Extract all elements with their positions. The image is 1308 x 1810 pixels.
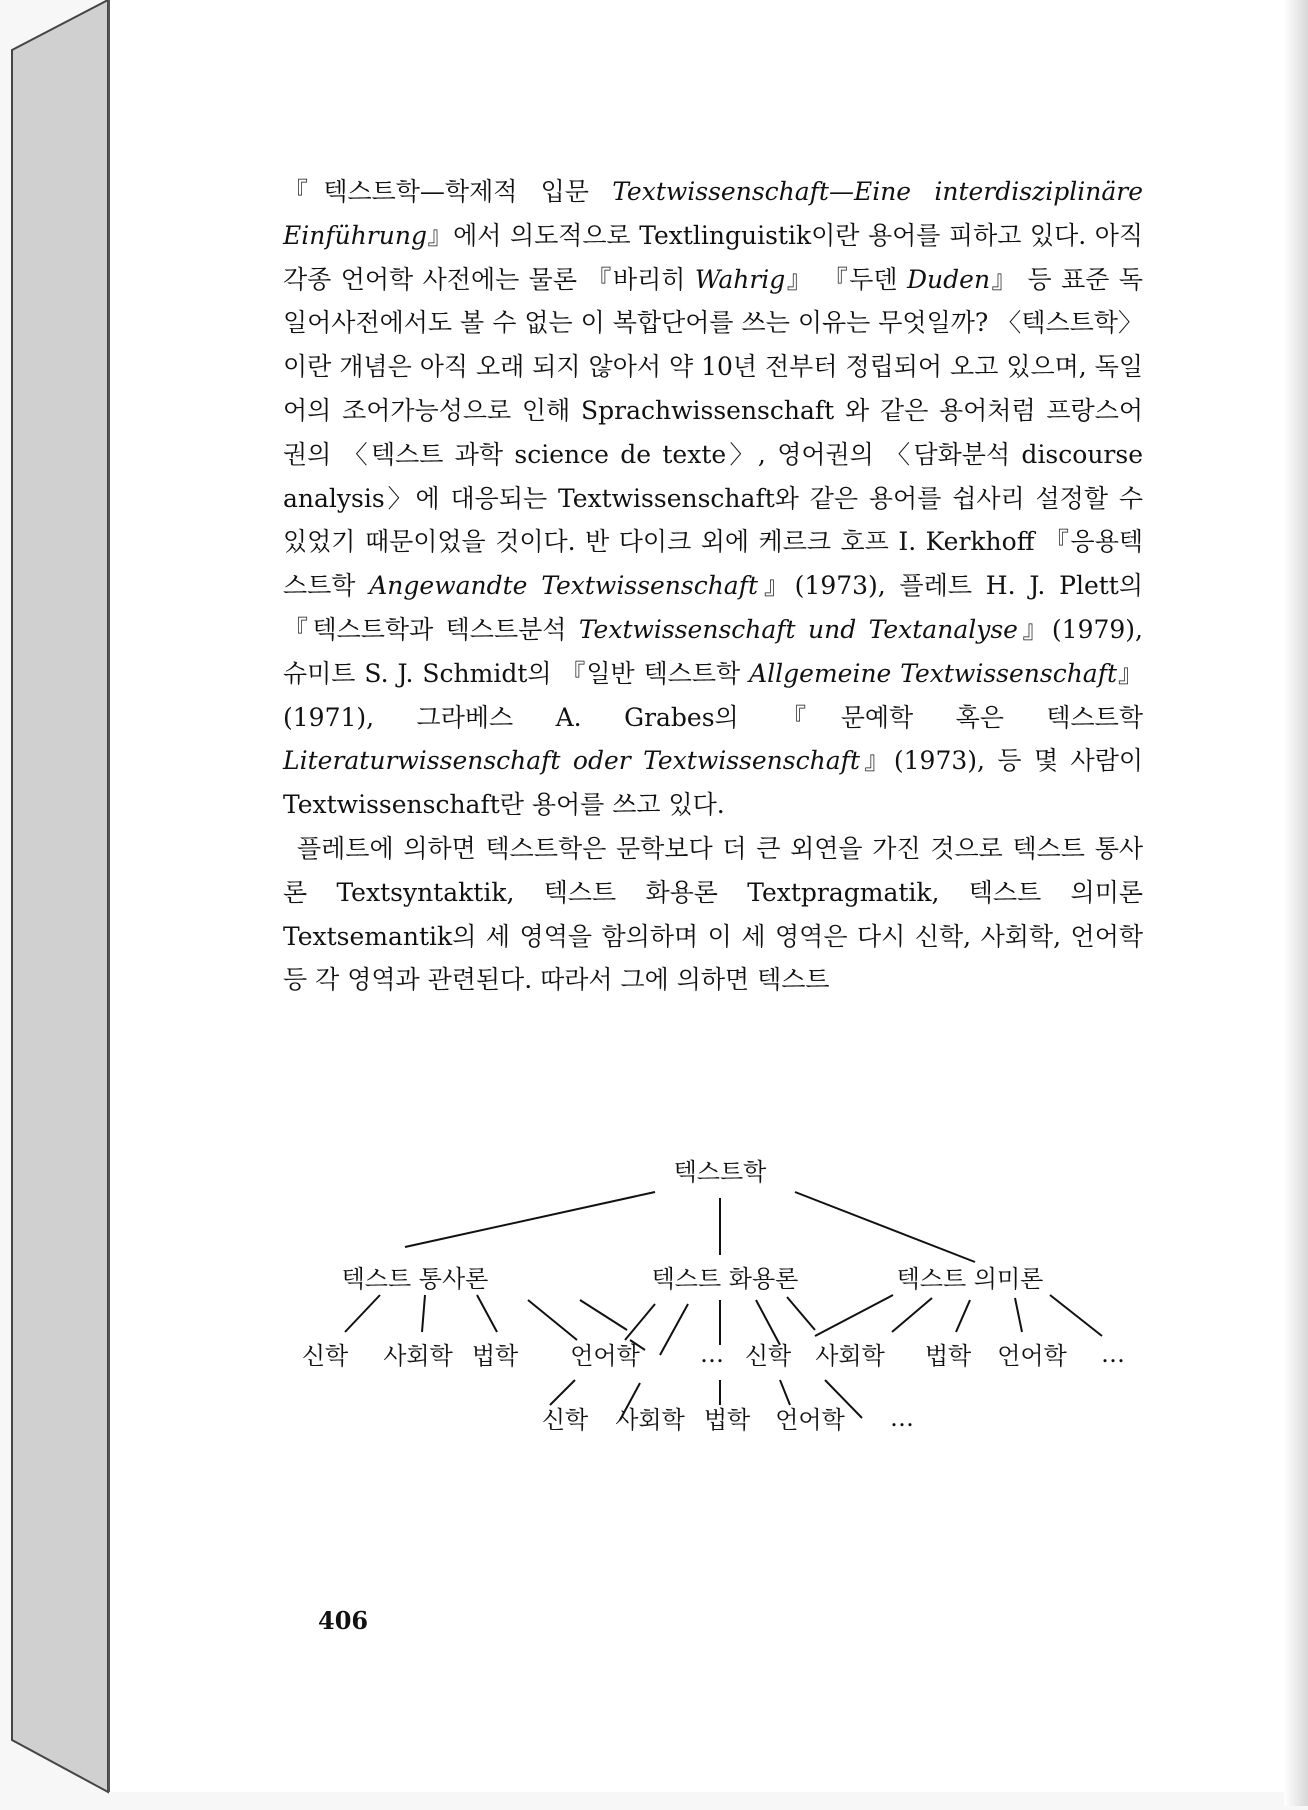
node-leaf: 언어학 xyxy=(775,1406,845,1434)
connector-lines xyxy=(345,1192,1102,1420)
italic-title: Wahrig xyxy=(694,264,786,294)
page-edge-shadow xyxy=(1284,0,1308,1806)
body-text xyxy=(283,170,1143,1002)
italic-title: Textwissenschaft und Textanalyse xyxy=(578,614,1018,644)
node-root: 텍스트학 xyxy=(673,1158,767,1186)
italic-title: Duden xyxy=(907,264,991,294)
paragraph-2: 플레트에 의하면 텍스트학은 문학보다 더 큰 외연을 가진 것으로 텍스트 통사론 Textsyntaktik, 텍스트 화용론 Textpragmatik, 텍스트 의미론 Textsemantik의 세 영역을 함의하며 이 세 영역은 다시 신학, 사회학, 언어학 등 각 영역과 관련된다. 따라서 그에 의하면 텍스트 xyxy=(283,833,1143,995)
node-leaf: 사회학 xyxy=(815,1342,885,1370)
paragraph-1 xyxy=(283,170,1143,827)
italic-title: Allgemeine Textwissenschaft xyxy=(749,658,1118,688)
node-branch-semantics: 텍스트 의미론 xyxy=(896,1265,1044,1293)
node-leaf: 법학 xyxy=(924,1342,972,1370)
text-run: 『텍스트학—학제적 입문 xyxy=(283,177,613,206)
connector-line xyxy=(892,1298,932,1332)
node-leaf: 신학 xyxy=(744,1342,792,1370)
connector-line xyxy=(795,1192,975,1262)
page-number: 406 xyxy=(318,1606,369,1635)
connector-line xyxy=(345,1295,380,1332)
node-leaf: 언어학 xyxy=(570,1342,640,1370)
connector-line xyxy=(477,1295,497,1332)
node-branch-pragmatics: 텍스트 화용론 xyxy=(651,1265,799,1293)
node-leaf: 언어학 xyxy=(997,1342,1067,1370)
text-run: 』 등 표준 독일어사전에서도 볼 수 없는 이 복합단어를 쓰는 이유는 무엇일까? 〈텍스트학〉이란 개념은 아직 오래 되지 않아서 약 10년 전부터 정립되어 오고 있으며, 독일어의 조어가능성으로 인해 Sprachwissenschaft 와 같은 용어처럼 프랑스어권의 〈텍스트 과학 science de texte〉, 영어권의 〈담화분석 discourse analysis〉에 대응되는 Textwissenschaft와 같은 용어를 쉽사리 설정할 수 있었기 때문이었을 것이다. 반 다이크 외에 케르크 호프 I. Kerkhoff 『응용텍스트학 xyxy=(283,264,1143,601)
node-leaf-ellipsis: … xyxy=(1101,1340,1125,1368)
tree-diagram xyxy=(280,1150,1160,1450)
connector-line xyxy=(956,1300,970,1332)
connector-line xyxy=(787,1297,815,1330)
connector-line xyxy=(405,1192,655,1247)
tree-diagram-svg xyxy=(280,1150,1160,1450)
node-leaf: 법학 xyxy=(703,1406,751,1434)
connector-line xyxy=(1050,1295,1102,1336)
italic-title: Angewandte Textwissenschaft xyxy=(369,571,758,601)
node-branch-syntax: 텍스트 통사론 xyxy=(341,1265,489,1293)
connector-line xyxy=(660,1304,688,1355)
connector-line xyxy=(815,1295,893,1336)
text-run: 』(1971), 그라베스 A. Grabes의 『문예학 혹은 텍스트학 xyxy=(283,658,1143,732)
connector-line xyxy=(780,1380,790,1405)
connector-line xyxy=(550,1380,575,1405)
node-leaf: 법학 xyxy=(471,1342,519,1370)
connector-line xyxy=(756,1300,780,1345)
italic-title: Literaturwissenschaft oder Textwissenschaft xyxy=(283,746,860,776)
node-leaf-ellipsis: … xyxy=(890,1404,914,1432)
node-leaf: 사회학 xyxy=(383,1342,453,1370)
text-run: 』(1973), 등 몇 사람이 Textwissenschaft란 용어를 쓰고 있다. xyxy=(283,746,1143,820)
text-run: 』 『두덴 xyxy=(785,264,907,294)
node-leaf: 신학 xyxy=(301,1342,349,1370)
connector-line xyxy=(1015,1298,1022,1332)
connector-line xyxy=(625,1304,655,1340)
node-leaf-ellipsis: … xyxy=(700,1340,724,1368)
connector-line xyxy=(422,1295,425,1332)
node-leaf: 신학 xyxy=(541,1406,589,1434)
node-leaf: 사회학 xyxy=(615,1406,685,1434)
italic-title: Textwissenschaft—Eine interdisziplinäre Einführung xyxy=(283,177,1143,250)
connector-line xyxy=(580,1300,627,1330)
text-run: 』(1979), 슈미트 S. J. Schmidt의 『일반 텍스트학 xyxy=(283,614,1143,688)
connector-line xyxy=(528,1300,577,1340)
text-run: 』(1973), 플레트 H. J. Plett의 『텍스트학과 텍스트분석 xyxy=(283,571,1143,644)
text-run: 』에서 의도적으로 Textlinguistik이란 용어를 피하고 있다. 아직 각종 언어학 사전에는 물론 『바리히 xyxy=(283,220,1143,294)
